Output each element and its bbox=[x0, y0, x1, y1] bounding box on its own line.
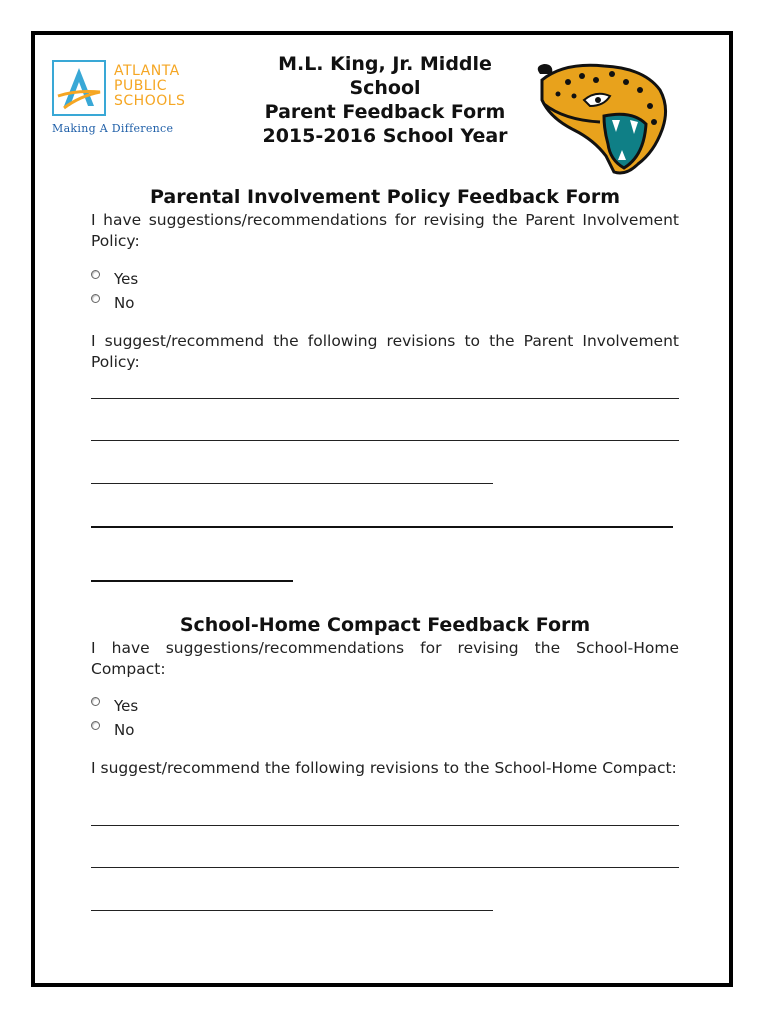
radio-button[interactable] bbox=[91, 294, 100, 303]
logo-line-3: SCHOOLS bbox=[114, 93, 186, 109]
radio-button[interactable] bbox=[91, 697, 100, 706]
option-yes-compact[interactable] bbox=[91, 695, 138, 717]
option-yes-parental[interactable] bbox=[91, 268, 138, 290]
title-line-1: M.L. King, Jr. Middle bbox=[278, 53, 492, 75]
answer-line[interactable] bbox=[91, 910, 493, 911]
answer-line[interactable] bbox=[91, 526, 673, 528]
radio-button[interactable] bbox=[91, 721, 100, 730]
option-no-parental[interactable] bbox=[91, 292, 134, 314]
radio-button[interactable] bbox=[91, 270, 100, 279]
answer-line[interactable] bbox=[91, 440, 679, 441]
page-title bbox=[240, 52, 530, 148]
answer-line[interactable] bbox=[91, 580, 293, 582]
answer-line[interactable] bbox=[91, 825, 679, 826]
title-line-4: 2015-2016 School Year bbox=[262, 125, 508, 147]
logo-line-1: ATLANTA bbox=[114, 63, 180, 79]
option-no-compact[interactable] bbox=[91, 719, 134, 741]
option-label: No bbox=[114, 294, 135, 312]
section-title-school-home-compact: School-Home Compact Feedback Form bbox=[179, 614, 591, 636]
logo-tagline: Making A Difference bbox=[52, 122, 174, 135]
question-parental-involvement: I have suggestions/recommendations for revising the Parent Involvement Policy: bbox=[91, 211, 679, 250]
title-line-2: School bbox=[349, 77, 421, 99]
answer-line[interactable] bbox=[91, 867, 679, 868]
logo-line-2: PUBLIC bbox=[114, 78, 167, 94]
logo-emblem bbox=[52, 60, 106, 116]
logo-a-icon bbox=[54, 62, 104, 114]
option-label: No bbox=[114, 721, 135, 739]
question-school-home-compact: I have suggestions/recommendations for revising the School-Home Compact: bbox=[91, 639, 679, 678]
title-line-3: Parent Feedback Form bbox=[264, 101, 506, 123]
logo-wordmark bbox=[114, 64, 185, 109]
section-title-parental-involvement: Parental Involvement Policy Feedback Form bbox=[150, 186, 620, 208]
jaguar-mascot-icon bbox=[534, 60, 674, 180]
answer-line[interactable] bbox=[91, 483, 493, 484]
atlanta-public-schools-logo bbox=[52, 60, 192, 138]
option-label: Yes bbox=[114, 697, 139, 715]
option-label: Yes bbox=[114, 270, 139, 288]
answer-line[interactable] bbox=[91, 398, 679, 399]
prompt-school-home-compact: I suggest/recommend the following revisions to the School-Home Compact: bbox=[91, 759, 677, 777]
prompt-parental-involvement: I suggest/recommend the following revisions to the Parent Involvement Policy: bbox=[91, 332, 679, 371]
